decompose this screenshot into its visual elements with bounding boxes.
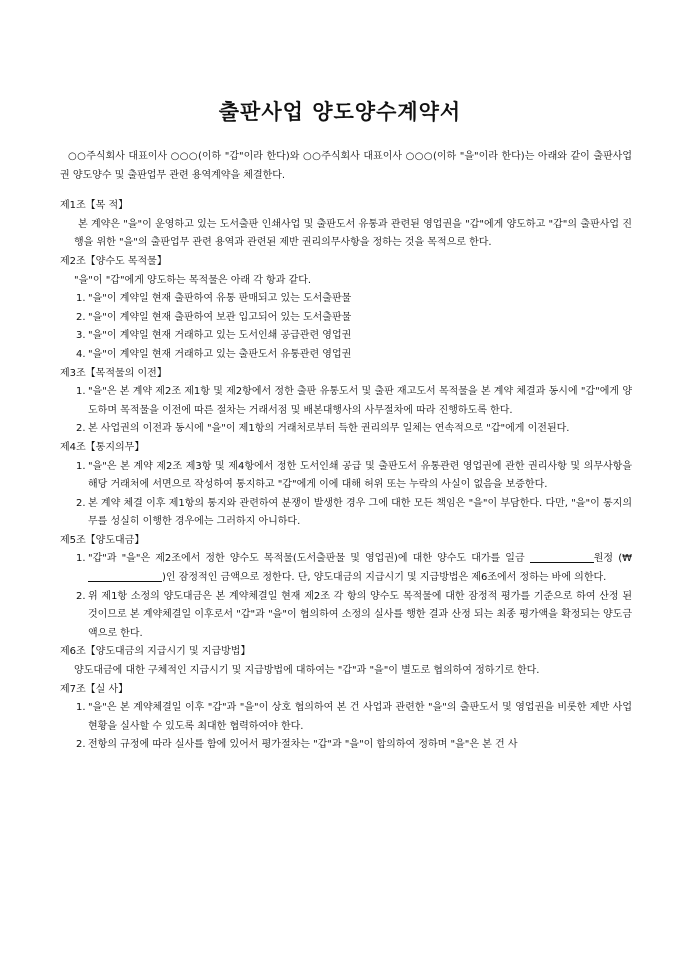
article-3-list <box>60 383 632 439</box>
list-item: 2. 전항의 규정에 따라 실사를 함에 있어서 평가절차는 "갑"과 "을"이 합의하여 정하며 "을"은 본 건 사 <box>76 739 518 751</box>
article-3-heading: 제3조【목적물의 이전】 <box>60 367 167 379</box>
article-3 <box>60 365 632 439</box>
article-7-list <box>60 699 632 755</box>
document-title: 출판사업 양도양수계약서 <box>218 100 462 124</box>
document-body <box>60 148 632 755</box>
list-item: 4. "을"이 계약일 현재 거래하고 있는 출판도서 유통관련 영업권 <box>76 348 352 360</box>
article-2-list <box>60 290 632 364</box>
list-item: 2. "을"이 계약일 현재 출판하여 보관 입고되어 있는 도서출판물 <box>76 311 352 323</box>
intro-paragraph: ○○주식회사 대표이사 ○○○(이하 "갑"이라 한다)와 ○○주식회사 대표이사 ○○○(이하 "을"이라 한다)는 아래와 같이 출판사업권 양도양수 및 출판업무 관련 용역계약을 체결한다. <box>60 151 632 181</box>
article-7 <box>60 681 632 755</box>
article-2-heading: 제2조【양수도 목적물】 <box>60 255 167 267</box>
list-item: 2. 본 계약 체결 이후 제1항의 통지와 관련하여 분쟁이 발생한 경우 그에 대한 모든 책임은 "을"이 부담한다. 다만, "을"이 통지의무를 성실히 이행한 경우에는 그러하지 아니하다. <box>76 497 632 528</box>
list-item: 2. 본 사업권의 이전과 동시에 "을"이 제1항의 거래처로부터 득한 권리의무 일체는 연속적으로 "갑"에게 이전된다. <box>76 423 570 435</box>
list-item: 1. "을"이 계약일 현재 출판하여 유통 판매되고 있는 도서출판물 <box>76 293 352 305</box>
list-item: 1. "갑"과 "을"은 제2조에서 정한 양수도 목적물(도서출판물 및 영업권)에 대한 양수도 대가를 일금 원정 (₩)인 잠정적인 금액으로 정한다. 단, 양도대금의 지급시기 및 지급방법은 제6조에서 정하는 바에 의한다. <box>76 553 632 584</box>
article-5 <box>60 532 632 644</box>
article-1 <box>60 197 632 253</box>
list-item: 1. "을"은 본 계약체결일 이후 "갑"과 "을"이 상호 협의하여 본 건 사업과 관련한 "을"의 출판도서 및 영업권을 비롯한 제반 사업현황을 실사할 수 있도록 최대한 협력하여야 한다. <box>76 702 632 732</box>
article-5-list <box>60 550 632 643</box>
article-2-lead: "을"이 "갑"에게 양도하는 목적물은 아래 각 항과 같다. <box>74 274 312 286</box>
article-5-heading: 제5조【양도대금】 <box>60 534 145 546</box>
article-4-list <box>60 458 632 532</box>
article-4-heading: 제4조【통지의무】 <box>60 441 145 453</box>
article-6-heading: 제6조【양도대금의 지급시기 및 지급방법】 <box>60 646 251 658</box>
list-item: 3. "을"이 계약일 현재 거래하고 있는 도서인쇄 공급관련 영업권 <box>76 330 352 342</box>
article-6 <box>60 643 632 680</box>
article-7-heading: 제7조【실 사】 <box>60 683 129 695</box>
amount-figure-blank <box>88 570 162 582</box>
amount-blank <box>530 551 594 563</box>
list-item: 2. 위 제1항 소정의 양도대금은 본 계약체결일 현재 제2조 각 항의 양수도 목적물에 대한 잠정적 평가를 기준으로 하여 산정 된 것이므로 본 계약체결일 이후로서 "갑"과 "을"이 협의하여 소정의 실사를 행한 결과 산정 되는 최종 평가액을 확정되는 양도금액으로 한다. <box>76 590 632 639</box>
list-item: 1. "을"은 본 계약 제2조 제1항 및 제2항에서 정한 출판 유통도서 및 출판 재고도서 목적물을 본 계약 체결과 동시에 "갑"에게 양도하며 목적물을 이전에 따른 절차는 거래서점 및 배본대행사의 사무절차에 따라 진행하도록 한다. <box>76 386 632 416</box>
article-2 <box>60 253 632 365</box>
article-1-heading: 제1조【목 적】 <box>60 200 129 212</box>
article-6-text: 양도대금에 대한 구체적인 지급시기 및 지급방법에 대하여는 "갑"과 "을"이 별도로 협의하여 정하기로 한다. <box>74 665 540 677</box>
article-4 <box>60 439 632 532</box>
article-1-text: 본 계약은 "을"이 운영하고 있는 도서출판 인쇄사업 및 출판도서 유통과 관련된 영업권을 "갑"에게 양도하고 "갑"의 출판사업 진행을 위한 "을"의 출판업무 관련 용역과 관련된 제반 권리의무사항을 정하는 것을 목적으로 한다. <box>74 218 632 249</box>
list-item: 1. "을"은 본 계약 제2조 제3항 및 제4항에서 정한 도서인쇄 공급 및 출판도서 유통관련 영업권에 관한 권리사항 및 의무사항을 해당 거래처에 서면으로 작성하여 통지하고 "갑"에게 이에 대해 허위 또는 누락의 사실이 없음을 보증한다. <box>76 460 632 491</box>
